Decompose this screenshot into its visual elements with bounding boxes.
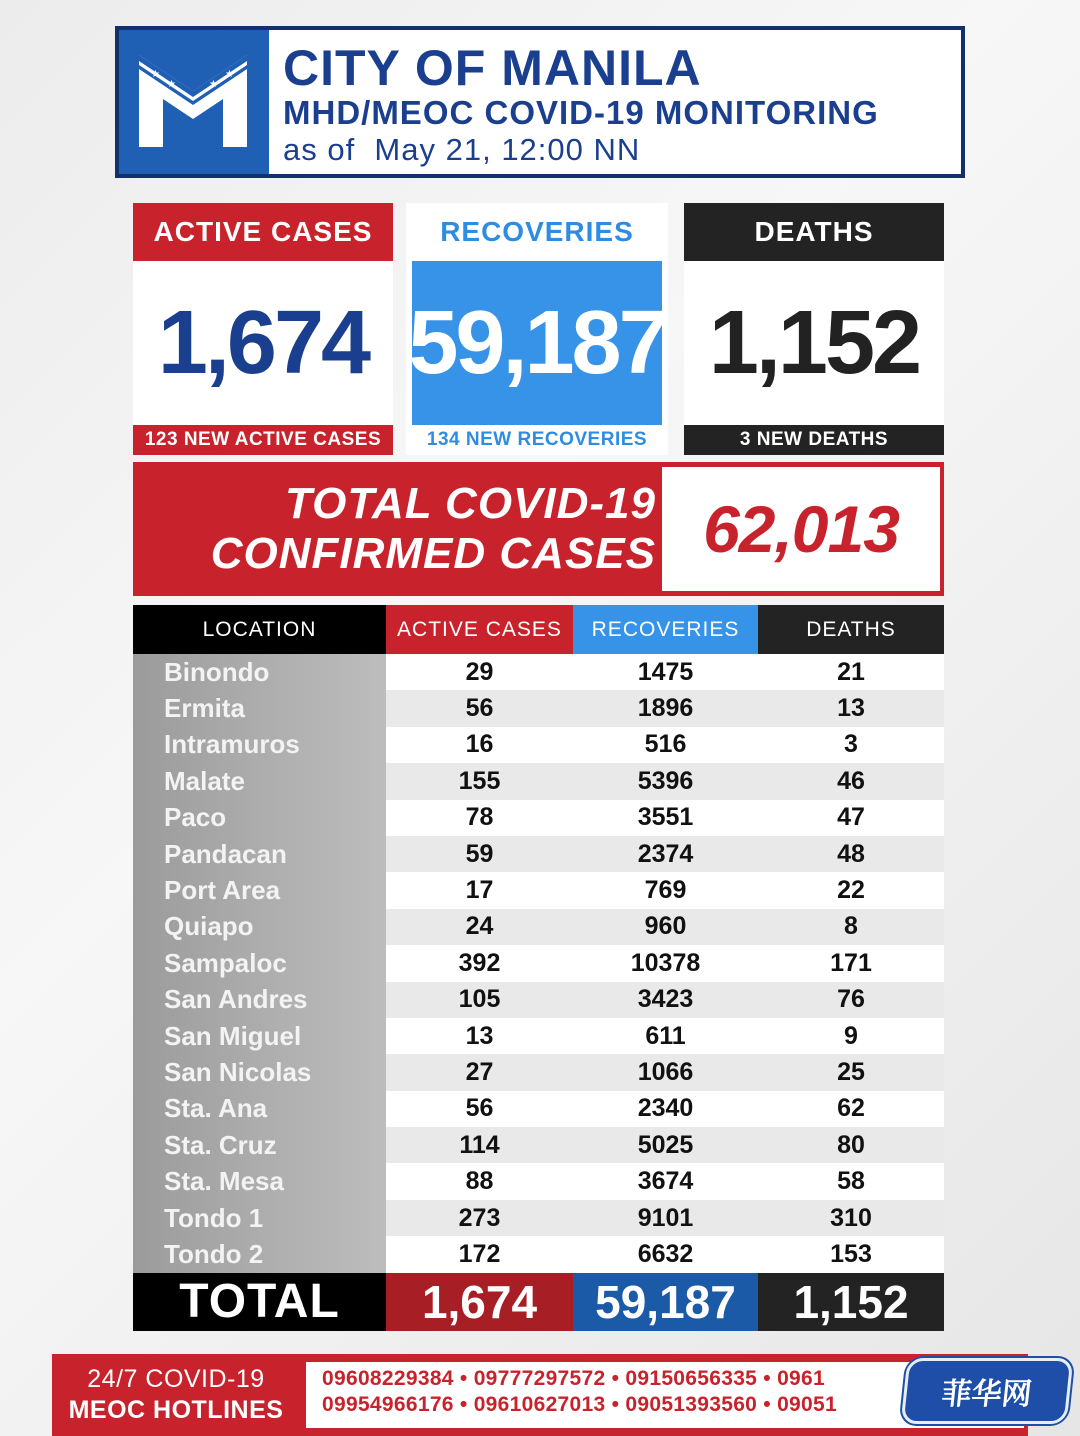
table-row <box>133 1236 944 1272</box>
row-recoveries: 3674 <box>573 1163 758 1199</box>
row-recoveries: 960 <box>573 909 758 945</box>
table-total-row <box>133 1273 944 1331</box>
hotline-label-line1: 24/7 COVID-19 <box>87 1365 265 1393</box>
table-row <box>133 654 944 690</box>
total-confirmed-label <box>136 465 656 593</box>
row-deaths: 153 <box>758 1236 944 1272</box>
manila-m-logo-icon <box>119 30 267 174</box>
new-recoveries: 134 NEW RECOVERIES <box>406 425 668 455</box>
row-location: Tondo 1 <box>133 1200 386 1236</box>
row-location: Sta. Cruz <box>133 1127 386 1163</box>
row-active-cases: 392 <box>386 945 573 981</box>
recoveries-value: 59,187 <box>412 261 662 425</box>
row-active-cases: 172 <box>386 1236 573 1272</box>
row-recoveries: 516 <box>573 727 758 763</box>
svg-text:★: ★ <box>225 69 234 80</box>
row-deaths: 46 <box>758 763 944 799</box>
row-active-cases: 114 <box>386 1127 573 1163</box>
row-deaths: 48 <box>758 836 944 872</box>
table-row <box>133 1127 944 1163</box>
table-row <box>133 800 944 836</box>
row-deaths: 21 <box>758 654 944 690</box>
row-recoveries: 769 <box>573 872 758 908</box>
table-header <box>133 605 944 654</box>
row-active-cases: 56 <box>386 1091 573 1127</box>
row-recoveries: 611 <box>573 1018 758 1054</box>
row-deaths: 47 <box>758 800 944 836</box>
hotline-numbers-line2: 09954966176 • 09610627013 • 09051393560 • 09051 <box>322 1393 837 1416</box>
row-location: Binondo <box>133 654 386 690</box>
row-location: Sta. Ana <box>133 1091 386 1127</box>
row-active-cases: 27 <box>386 1054 573 1090</box>
hotline-banner <box>52 1354 1028 1436</box>
table-row <box>133 836 944 872</box>
row-deaths: 310 <box>758 1200 944 1236</box>
total-recoveries: 59,187 <box>573 1273 758 1331</box>
header-deaths: DEATHS <box>758 605 944 654</box>
deaths-card <box>684 203 944 455</box>
page-subtitle: MHD/MEOC COVID-19 MONITORING <box>283 94 879 131</box>
row-active-cases: 17 <box>386 872 573 908</box>
header-text-block <box>269 30 961 174</box>
total-confirmed-line1: TOTAL COVID-19 <box>285 479 656 528</box>
row-recoveries: 3423 <box>573 982 758 1018</box>
table-row <box>133 1018 944 1054</box>
deaths-value: 1,152 <box>708 292 920 393</box>
page-title: CITY OF MANILA <box>283 40 702 96</box>
total-confirmed-line2: CONFIRMED CASES <box>210 529 656 578</box>
row-deaths: 76 <box>758 982 944 1018</box>
table-row <box>133 690 944 726</box>
table-row <box>133 909 944 945</box>
row-active-cases: 24 <box>386 909 573 945</box>
row-location: Intramuros <box>133 727 386 763</box>
table-row <box>133 1200 944 1236</box>
row-recoveries: 2374 <box>573 836 758 872</box>
row-deaths: 13 <box>758 690 944 726</box>
row-recoveries: 10378 <box>573 945 758 981</box>
row-recoveries: 6632 <box>573 1236 758 1272</box>
svg-text:★: ★ <box>167 79 176 90</box>
row-location: San Nicolas <box>133 1054 386 1090</box>
header-recoveries: RECOVERIES <box>573 605 758 654</box>
report-date: as of May 21, 12:00 NN <box>283 132 641 167</box>
row-deaths: 171 <box>758 945 944 981</box>
row-recoveries: 1896 <box>573 690 758 726</box>
recoveries-label: RECOVERIES <box>406 203 668 261</box>
row-active-cases: 273 <box>386 1200 573 1236</box>
hotline-label <box>52 1354 300 1436</box>
row-active-cases: 29 <box>386 654 573 690</box>
row-location: Paco <box>133 800 386 836</box>
row-active-cases: 59 <box>386 836 573 872</box>
row-deaths: 80 <box>758 1127 944 1163</box>
table-row <box>133 1163 944 1199</box>
header-location: LOCATION <box>133 605 386 654</box>
row-active-cases: 16 <box>386 727 573 763</box>
total-label: TOTAL <box>133 1273 386 1331</box>
deaths-label: DEATHS <box>684 203 944 261</box>
row-location: Ermita <box>133 690 386 726</box>
svg-text:★: ★ <box>209 79 218 90</box>
row-location: Sta. Mesa <box>133 1163 386 1199</box>
location-table <box>133 605 944 1331</box>
row-deaths: 8 <box>758 909 944 945</box>
total-deaths: 1,152 <box>758 1273 944 1331</box>
row-location: San Andres <box>133 982 386 1018</box>
row-recoveries: 5025 <box>573 1127 758 1163</box>
active-cases-value: 1,674 <box>157 292 369 393</box>
row-active-cases: 56 <box>386 690 573 726</box>
row-location: Quiapo <box>133 909 386 945</box>
total-confirmed-banner <box>133 462 944 596</box>
table-row <box>133 872 944 908</box>
row-recoveries: 2340 <box>573 1091 758 1127</box>
new-deaths: 3 NEW DEATHS <box>684 425 944 455</box>
row-location: Pandacan <box>133 836 386 872</box>
total-confirmed-value: 62,013 <box>662 467 940 591</box>
row-recoveries: 3551 <box>573 800 758 836</box>
table-row <box>133 1091 944 1127</box>
row-deaths: 25 <box>758 1054 944 1090</box>
row-deaths: 62 <box>758 1091 944 1127</box>
row-deaths: 58 <box>758 1163 944 1199</box>
row-recoveries: 9101 <box>573 1200 758 1236</box>
row-deaths: 3 <box>758 727 944 763</box>
watermark-logo: 菲华网 <box>901 1358 1074 1424</box>
row-recoveries: 1475 <box>573 654 758 690</box>
row-deaths: 22 <box>758 872 944 908</box>
recoveries-card <box>406 203 668 455</box>
new-active-cases: 123 NEW ACTIVE CASES <box>133 425 393 455</box>
row-location: San Miguel <box>133 1018 386 1054</box>
table-body <box>133 654 944 1273</box>
row-location: Sampaloc <box>133 945 386 981</box>
row-active-cases: 88 <box>386 1163 573 1199</box>
active-cases-label: ACTIVE CASES <box>133 203 393 261</box>
table-row <box>133 763 944 799</box>
row-location: Port Area <box>133 872 386 908</box>
row-active-cases: 155 <box>386 763 573 799</box>
header-active-cases: ACTIVE CASES <box>386 605 573 654</box>
header-banner <box>115 26 965 178</box>
hotline-label-line2: MEOC HOTLINES <box>68 1396 284 1424</box>
row-deaths: 9 <box>758 1018 944 1054</box>
table-row <box>133 945 944 981</box>
row-location: Tondo 2 <box>133 1236 386 1272</box>
table-row <box>133 1054 944 1090</box>
row-recoveries: 5396 <box>573 763 758 799</box>
table-row <box>133 982 944 1018</box>
row-active-cases: 13 <box>386 1018 573 1054</box>
total-active: 1,674 <box>386 1273 573 1331</box>
row-location: Malate <box>133 763 386 799</box>
row-active-cases: 105 <box>386 982 573 1018</box>
active-cases-card <box>133 203 393 455</box>
hotline-numbers-line1: 09608229384 • 09777297572 • 09150656335 • 0961 <box>322 1367 825 1390</box>
row-recoveries: 1066 <box>573 1054 758 1090</box>
table-row <box>133 727 944 763</box>
svg-text:★: ★ <box>151 69 160 80</box>
row-active-cases: 78 <box>386 800 573 836</box>
